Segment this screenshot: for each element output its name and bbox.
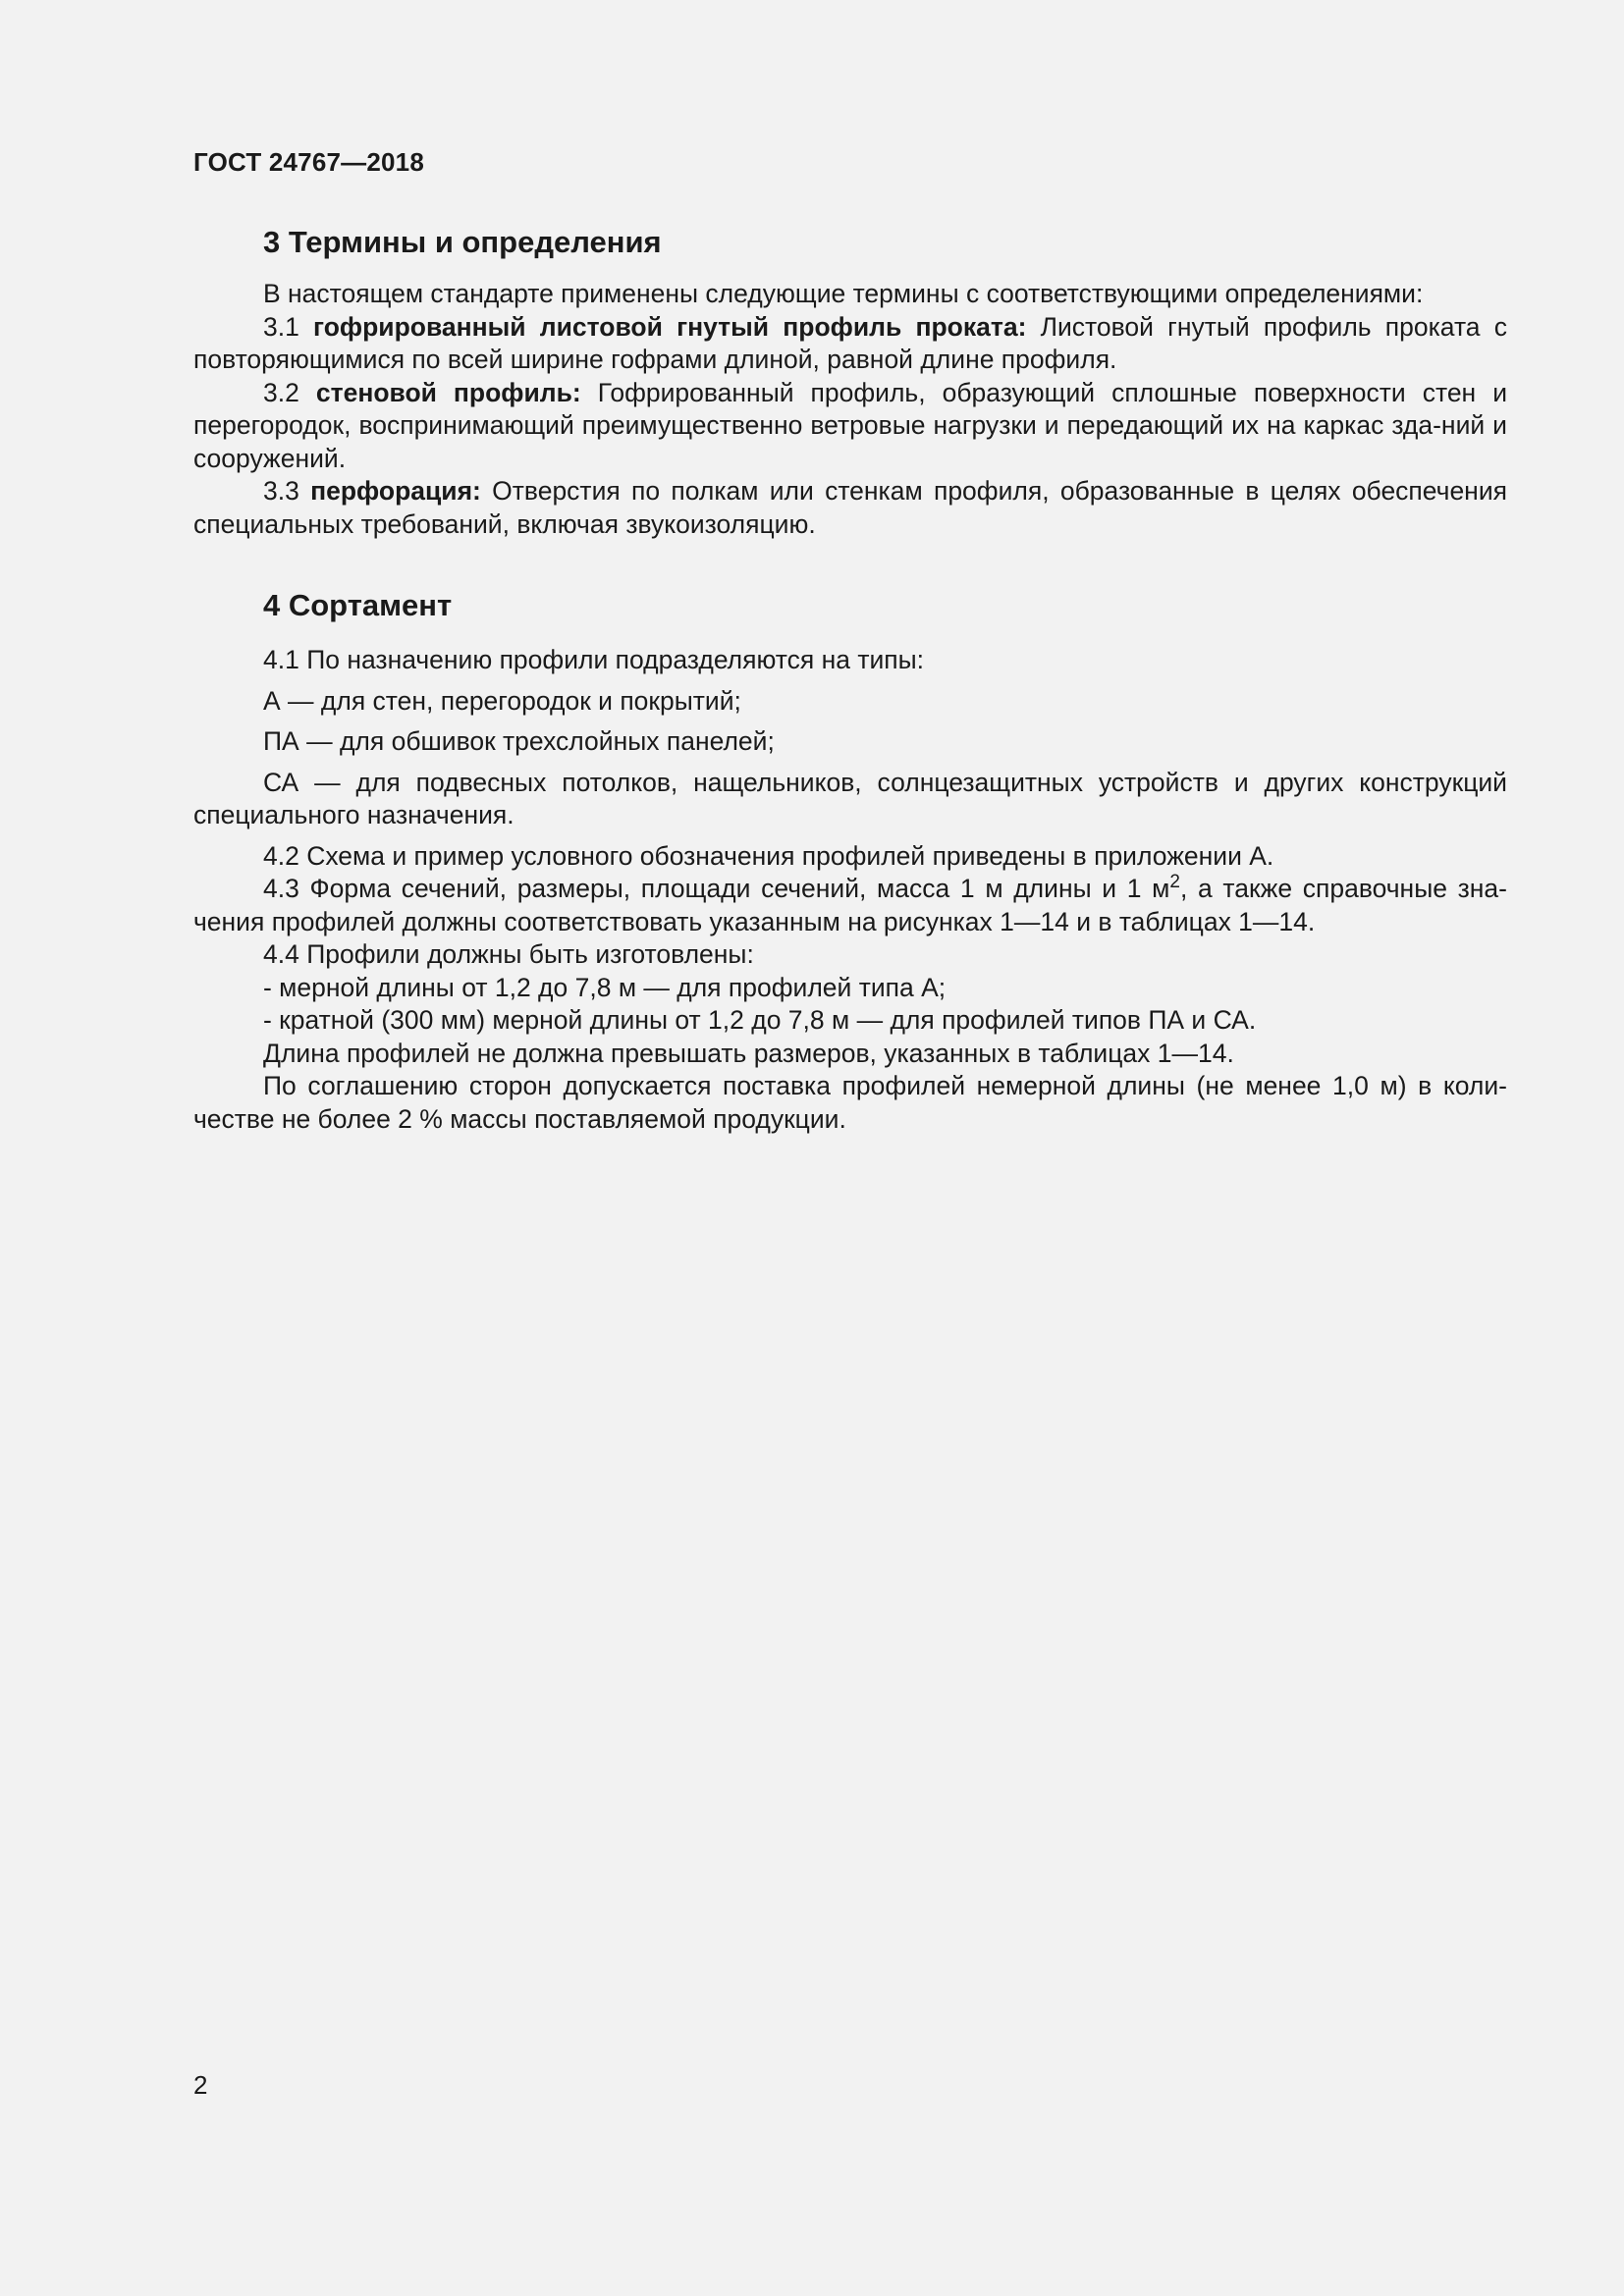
list-item: - мерной длины от 1,2 до 7,8 м — для профилей типа А; [263, 972, 947, 1002]
term-3-2 [193, 377, 1507, 476]
section-3-intro: В настоящем стандарте применены следующие термины с соответствующими определениями: [263, 279, 1424, 308]
type-pa: ПА — для обшивок трехслойных панелей; [263, 726, 775, 756]
term-3-2-definition: Гофрированный профиль, образующий сплошные поверхности стен и перегородок, воспринимающий преимущественно ветровые нагрузки и передающий их на каркас зда-ний и сооружений. [193, 377, 1507, 473]
document-code-header: ГОСТ 24767—2018 [193, 147, 424, 177]
term-3-2-name: стеновой профиль: [315, 377, 581, 407]
paragraph-4-1: 4.1 По назначению профили подразделяются на типы: [263, 645, 925, 674]
term-3-2-number: 3.2 [263, 377, 299, 407]
section-4 [193, 586, 1507, 1136]
paragraph-4-3-start: 4.3 Форма сечений, размеры, площади сечений, масса 1 м длины и 1 м [263, 874, 1170, 903]
list-item: - кратной (300 мм) мерной длины от 1,2 до 7,8 м — для профилей типов ПА и СА. [263, 1005, 1257, 1035]
type-a: А — для стен, перегородок и покрытий; [263, 685, 741, 716]
type-sa: СА — для подвесных потолков, нащельников, солнцезащитных устройств и других конструкций специального назначения. [193, 767, 1507, 829]
paragraph-4-2: 4.2 Схема и пример условного обозначения профилей приведены в приложении А. [263, 840, 1274, 871]
paragraph-4-4: 4.4 Профили должны быть изготовлены: [263, 939, 754, 969]
superscript-2: 2 [1169, 872, 1180, 892]
paragraph-4-3-end: , а также справочные зна-чения профилей должны соответствовать указанным на рисунках 1—14 и в таблицах 1—14. [193, 874, 1507, 936]
term-3-1-number: 3.1 [263, 311, 299, 342]
page-number: 2 [193, 2070, 208, 2100]
term-3-3 [193, 475, 1507, 541]
term-3-1 [193, 311, 1507, 377]
term-3-3-name: перфорация: [310, 476, 481, 506]
term-3-1-definition: Листовой гнутый профиль проката с повторяющимися по всей ширине гофрами длиной, равной длине профиля. [193, 311, 1507, 374]
section-4-title: 4 Сортамент [263, 588, 453, 622]
agreement-note: По соглашению сторон допускается поставка профилей немерной длины (не менее 1,0 м) в коли-честве не более 2 % массы поставляемой продукции. [193, 1071, 1507, 1134]
paragraph-4-3 [193, 873, 1507, 938]
section-3-title: 3 Термины и определения [263, 225, 662, 259]
term-3-1-name: гофрированный листовой гнутый профиль проката: [313, 311, 1027, 342]
term-3-3-definition: Отверстия по полкам или стенкам профиля, образованные в целях обеспечения специальных требований, включая звукоизоляцию. [193, 476, 1507, 539]
section-3 [193, 223, 1507, 541]
length-note: Длина профилей не должна превышать размеров, указанных в таблицах 1—14. [263, 1038, 1234, 1068]
term-3-3-number: 3.3 [263, 476, 299, 506]
